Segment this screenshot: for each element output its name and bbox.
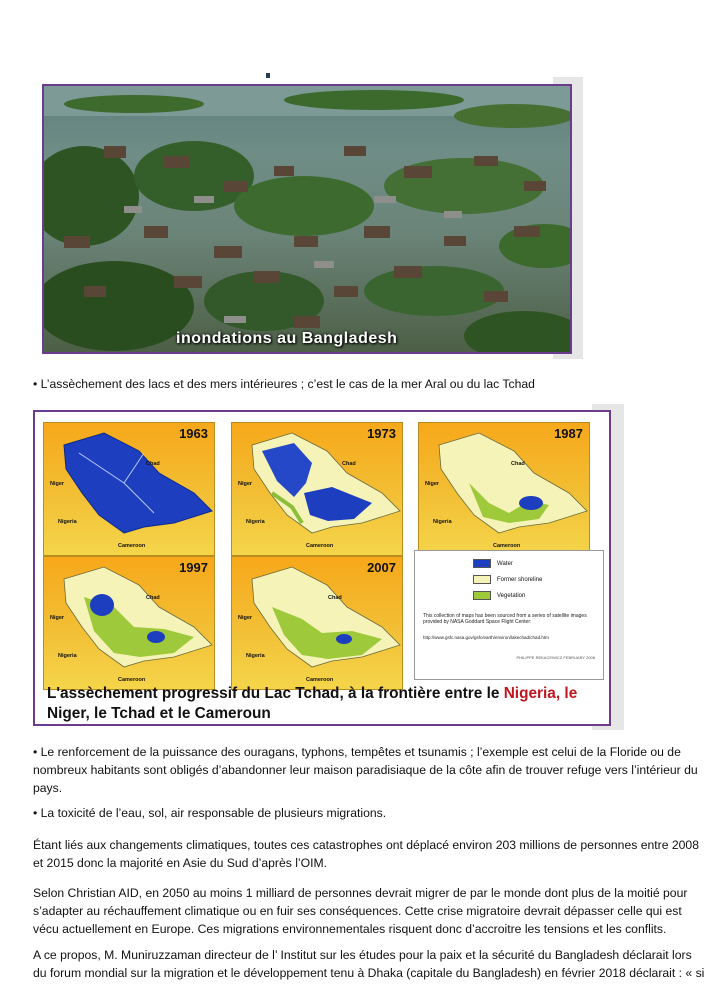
paragraph-christian-aid: Selon Christian AID, en 2050 au moins 1 milliard de personnes devrait migrer de par le monde dont plus de la moitié pour s’adapter au réchauffement climatique ou en fuir ses conséquences. Cette crise migratoire devrait dépasser celle qui est vécu actuellement en Europe. Ces migrations environnementales risquent donc d’accroitre les tensions et les conflits. xyxy=(33,886,688,936)
legend-item-water xyxy=(473,559,513,568)
figure-caption-line1 xyxy=(47,685,577,703)
lake-chad-figure xyxy=(33,410,611,726)
lake-map-1997 xyxy=(44,557,215,690)
map-label-niger: Niger xyxy=(50,615,65,621)
paragraph-lakes: • L’assèchement des lacs et des mers intérieures ; c’est le cas de la mer Aral ou du lac Tchad xyxy=(33,377,535,391)
map-label-cameroon: Cameroon xyxy=(306,677,334,683)
map-panel-1997 xyxy=(43,556,215,690)
map-label-niger: Niger xyxy=(50,481,65,487)
year-label: 2007 xyxy=(367,560,396,575)
figure-caption-part-a: L'assèchement progressif du Lac Tchad, à la frontière entre le xyxy=(47,685,504,702)
map-label-cameroon: Cameroon xyxy=(306,543,334,549)
map-label-chad: Chad xyxy=(146,595,160,601)
paragraph-hurricanes: • Le renforcement de la puissance des ouragans, typhons, tempêtes et tsunamis ; l’exemple est celui de la Floride ou de nombreux habitants sont obligés d’abandonner leur maison paradisiaque de la côte afin de trouver refuge vers l’intérieur du pays. xyxy=(33,745,698,795)
map-label-chad: Chad xyxy=(146,461,160,467)
legend-label-vegetation: Vegetation xyxy=(497,592,526,599)
legend-credit: PHILIPPE REKACEWICZ FEBRUARY 2008 xyxy=(516,655,595,660)
flood-photo-illustration xyxy=(44,86,572,354)
legend-item-shoreline xyxy=(473,575,542,584)
legend-source-url: http://www.gsfc.nasa.gov/gsfc/earth/environ/lakechad/chad.htm xyxy=(423,635,549,640)
year-label: 1987 xyxy=(554,426,583,441)
legend-swatch-water xyxy=(473,559,491,568)
year-label: 1963 xyxy=(179,426,208,441)
map-label-cameroon: Cameroon xyxy=(118,543,146,549)
lake-map-2007 xyxy=(232,557,403,690)
year-label: 1973 xyxy=(367,426,396,441)
paragraph-muniruzzaman: A ce propos, M. Muniruzzaman directeur de l’ Institut sur les études pour la paix et la sécurité du Bangladesh déclarait lors du forum mondial sur la migration et le développement tenu à Dhaka (capitale du Bangladesh) en février 2018 déclarait : « si xyxy=(33,948,705,980)
paragraph-displacement: Étant liés aux changements climatiques, toutes ces catastrophes ont déplacé environ 203 millions de personnes entre 2008 et 2015 donc la majorité en Asie du Sud d’après l’OIM. xyxy=(33,838,699,870)
year-label: 1997 xyxy=(179,560,208,575)
map-label-nigeria: Nigeria xyxy=(433,519,452,525)
map-panel-1973 xyxy=(231,422,403,556)
flood-photo xyxy=(42,84,572,354)
map-label-nigeria: Nigeria xyxy=(246,519,265,525)
legend-label-water: Water xyxy=(497,560,513,567)
figure-caption-line2: Niger, le Tchad et le Cameroun xyxy=(47,705,271,722)
figure-caption-nigeria: Nigeria xyxy=(503,685,556,702)
map-label-cameroon: Cameroon xyxy=(118,677,146,683)
map-legend xyxy=(414,550,604,680)
map-label-cameroon: Cameroon xyxy=(493,543,521,549)
map-panel-2007 xyxy=(231,556,403,690)
map-panel-1987 xyxy=(418,422,590,556)
legend-swatch-vegetation xyxy=(473,591,491,600)
map-label-chad: Chad xyxy=(328,595,342,601)
lake-map-1963 xyxy=(44,423,215,556)
figure-caption-part-c: , le xyxy=(555,685,578,702)
legend-swatch-shoreline xyxy=(473,575,491,584)
lake-map-1973 xyxy=(232,423,403,556)
map-label-nigeria: Nigeria xyxy=(58,653,77,659)
map-label-niger: Niger xyxy=(238,481,253,487)
map-label-nigeria: Nigeria xyxy=(58,519,77,525)
paragraph-toxicity: • La toxicité de l’eau, sol, air responsable de plusieurs migrations. xyxy=(33,806,387,820)
legend-source-note: This collection of maps has been sourced from a series of satellite images provided by NASA Goddard Space Flight Center: xyxy=(423,613,587,625)
map-label-niger: Niger xyxy=(425,481,440,487)
map-panel-1963 xyxy=(43,422,215,556)
legend-label-shoreline: Former shoreline xyxy=(497,576,543,583)
lake-map-1987 xyxy=(419,423,590,556)
legend-item-vegetation xyxy=(473,591,525,600)
map-label-niger: Niger xyxy=(238,615,253,621)
map-label-chad: Chad xyxy=(511,461,525,467)
map-label-nigeria: Nigeria xyxy=(246,653,265,659)
map-label-chad: Chad xyxy=(342,461,356,467)
decorative-dot xyxy=(266,73,270,78)
photo-caption: inondations au Bangladesh xyxy=(176,330,398,347)
